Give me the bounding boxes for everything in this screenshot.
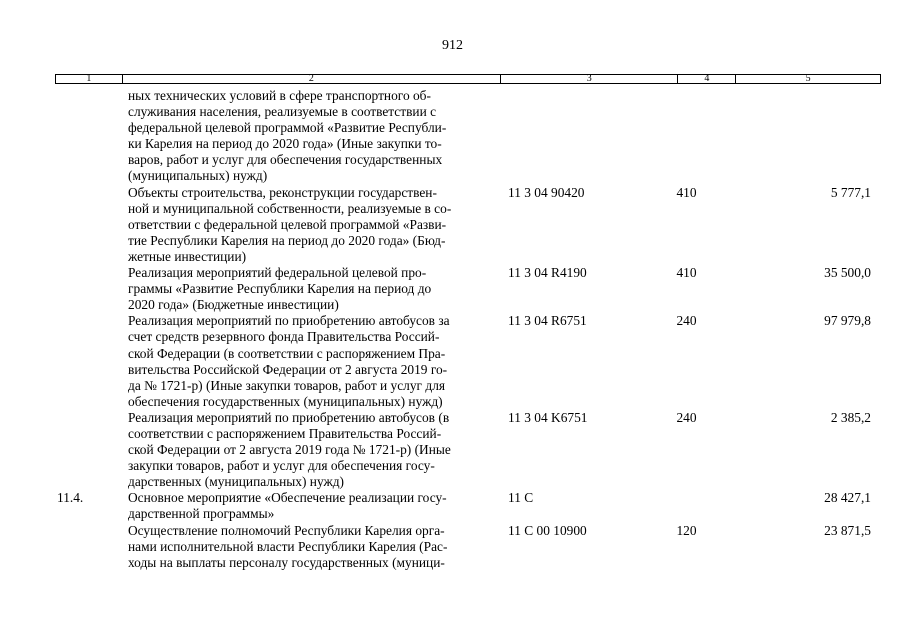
description-line: Реализация мероприятий по приобретению автобусов (в — [128, 409, 450, 425]
budget-classification-code: 11 3 04 R4190 — [508, 265, 587, 281]
expense-type-code: 240 — [676, 409, 697, 425]
description-line: ответствии с федеральной целевой программой «Разви- — [128, 216, 447, 232]
amount: 28 427,1 — [824, 490, 871, 506]
description-line: обеспечения государственных (муниципальных) нужд) — [128, 393, 443, 409]
description-line: ской Федерации (в соответствии с распоряжением Пра- — [128, 345, 446, 361]
description-line: 2020 года» (Бюджетные инвестиции) — [128, 297, 339, 313]
description-line: варов, работ и услуг для обеспечения государственных — [128, 152, 443, 168]
description-line: ской Федерации от 2 августа 2019 года № 1721-р) (Иные — [128, 442, 451, 458]
item-description — [128, 523, 500, 571]
amount: 5 777,1 — [830, 184, 871, 200]
description-line: Реализация мероприятий федеральной целевой про- — [128, 265, 427, 281]
description-line: Основное мероприятие «Обеспечение реализации госу- — [128, 490, 447, 506]
description-line: граммы «Развитие Республики Карелия на период до — [128, 281, 432, 297]
amount: 35 500,0 — [824, 265, 871, 281]
table-row — [55, 185, 881, 265]
budget-classification-code: 11 3 04 90420 — [508, 184, 585, 200]
description-line: вительства Российской Федерации от 2 августа 2019 го- — [128, 361, 448, 377]
expense-type-code: 240 — [676, 313, 697, 329]
item-description — [128, 410, 500, 490]
description-line: дарственных (муниципальных) нужд) — [128, 474, 344, 490]
description-line: Объекты строительства, реконструкции государствен- — [128, 184, 437, 200]
description-line: (муниципальных) нужд) — [128, 168, 268, 184]
description-line: счет средств резервного фонда Правительства Россий- — [128, 329, 440, 345]
table-row — [55, 313, 881, 410]
column-number-header — [55, 74, 881, 84]
amount: 23 871,5 — [824, 522, 871, 538]
description-line: тие Республики Карелия на период до 2020 года» (Бюд- — [128, 232, 446, 248]
table-row — [55, 410, 881, 490]
description-line: жетные инвестиции) — [128, 248, 247, 264]
description-line: ходы на выплаты персоналу государственных (муници- — [128, 554, 445, 570]
item-description — [128, 88, 500, 185]
page-number: 912 — [442, 38, 463, 53]
amount: 97 979,8 — [824, 313, 871, 329]
table-row — [55, 265, 881, 313]
item-description — [128, 313, 500, 410]
description-line: федеральной целевой программой «Развитие Республи- — [128, 120, 447, 136]
column-header-1: 1 — [56, 75, 123, 83]
item-description — [128, 490, 500, 522]
column-header-4: 4 — [678, 75, 736, 83]
description-line: ной и муниципальной собственности, реализуемые в со- — [128, 200, 452, 216]
column-header-3: 3 — [501, 75, 679, 83]
expense-type-code: 410 — [676, 265, 697, 281]
description-line: ки Карелия на период до 2020 года» (Иные закупки то- — [128, 136, 442, 152]
table-row — [55, 490, 881, 522]
budget-classification-code: 11 С — [508, 490, 534, 506]
description-line: да № 1721-р) (Иные закупки товаров, работ и услуг для — [128, 377, 446, 393]
item-description — [128, 185, 500, 265]
budget-table-body — [55, 88, 881, 571]
column-header-2: 2 — [123, 75, 501, 83]
table-row — [55, 523, 881, 571]
description-line: соответствии с распоряжением Правительства Россий- — [128, 425, 442, 441]
description-line: служивания населения, реализуемые в соответствии с — [128, 104, 437, 120]
budget-classification-code: 11 3 04 K6751 — [508, 409, 588, 425]
column-header-5: 5 — [805, 73, 811, 84]
amount: 2 385,2 — [830, 409, 871, 425]
description-line: закупки товаров, работ и услуг для обеспечения госу- — [128, 458, 435, 474]
table-row — [55, 88, 881, 185]
item-number: 11.4. — [57, 490, 84, 506]
description-line: ных технических условий в сфере транспортного об- — [128, 88, 431, 103]
description-line: Реализация мероприятий по приобретению автобусов за — [128, 313, 450, 329]
description-line: нами исполнительной власти Республики Карелия (Рас- — [128, 538, 448, 554]
description-line: дарственной программы» — [128, 506, 275, 522]
budget-classification-code: 11 С 00 10900 — [508, 522, 587, 538]
expense-type-code: 410 — [676, 184, 697, 200]
budget-classification-code: 11 3 04 R6751 — [508, 313, 587, 329]
description-line: Осуществление полномочий Республики Карелия орга- — [128, 522, 445, 538]
expense-type-code: 120 — [676, 522, 697, 538]
item-description — [128, 265, 500, 313]
